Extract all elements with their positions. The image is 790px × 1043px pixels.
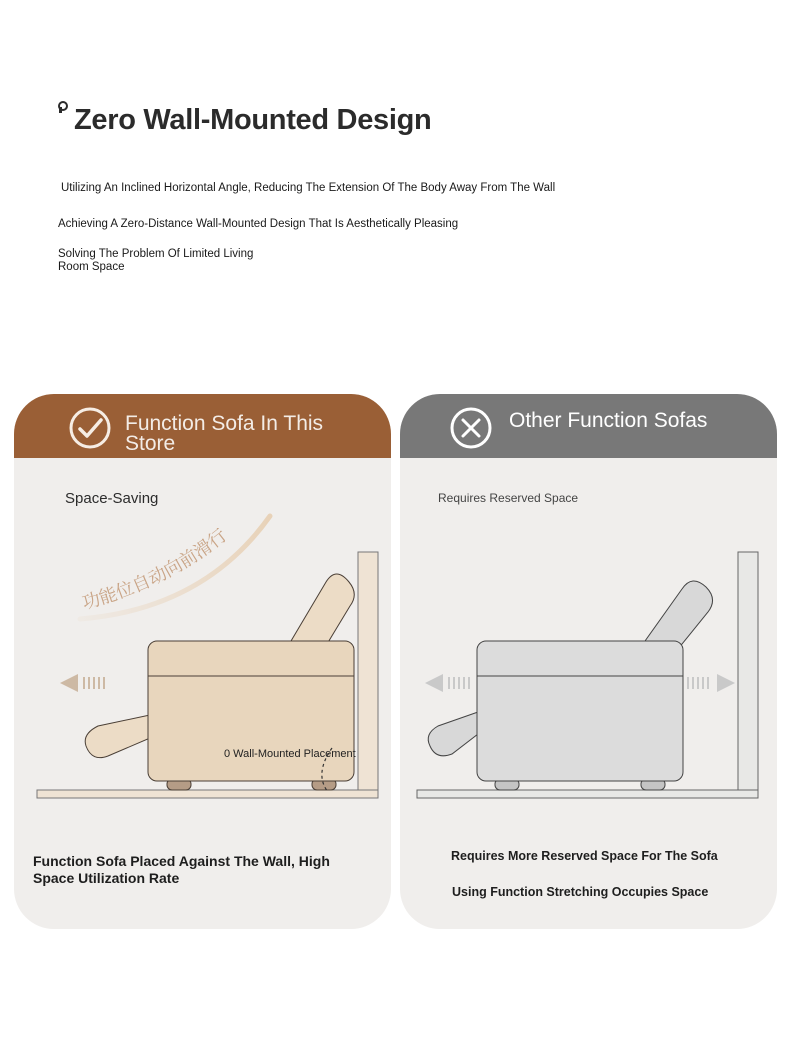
other-sofa-title: Other Function Sofas — [509, 409, 708, 432]
description-line-3: Solving The Problem Of Limited Living Room Space — [58, 248, 254, 273]
store-sofa-card — [14, 394, 391, 929]
page-title: Zero Wall-Mounted Design — [74, 104, 432, 136]
description-line-1: Utilizing An Inclined Horizontal Angle, Reducing The Extension Of The Body Away From The Wall — [61, 182, 556, 194]
space-saving-label: Space-Saving — [65, 490, 159, 507]
description-line-2: Achieving A Zero-Distance Wall-Mounted Design That Is Aesthetically Pleasing — [58, 218, 459, 230]
other-sofa-caption-2: Using Function Stretching Occupies Space — [452, 885, 709, 899]
wall-mounted-sofa-illustration — [14, 394, 391, 929]
zero-wall-placement-label: 0 Wall-Mounted Placement — [224, 748, 356, 760]
other-sofa-caption-1: Requires More Reserved Space For The Sofa — [451, 849, 718, 863]
reserved-space-label: Requires Reserved Space — [438, 491, 579, 505]
store-sofa-title: Function Sofa In This Store — [125, 412, 324, 455]
store-sofa-caption: Function Sofa Placed Against The Wall, High Space Utilization Rate — [33, 853, 330, 886]
auto-slide-arc-text: 功能位自动向前滑行 — [79, 525, 232, 614]
title-quote-icon — [58, 101, 68, 113]
other-sofa-card — [400, 394, 777, 929]
